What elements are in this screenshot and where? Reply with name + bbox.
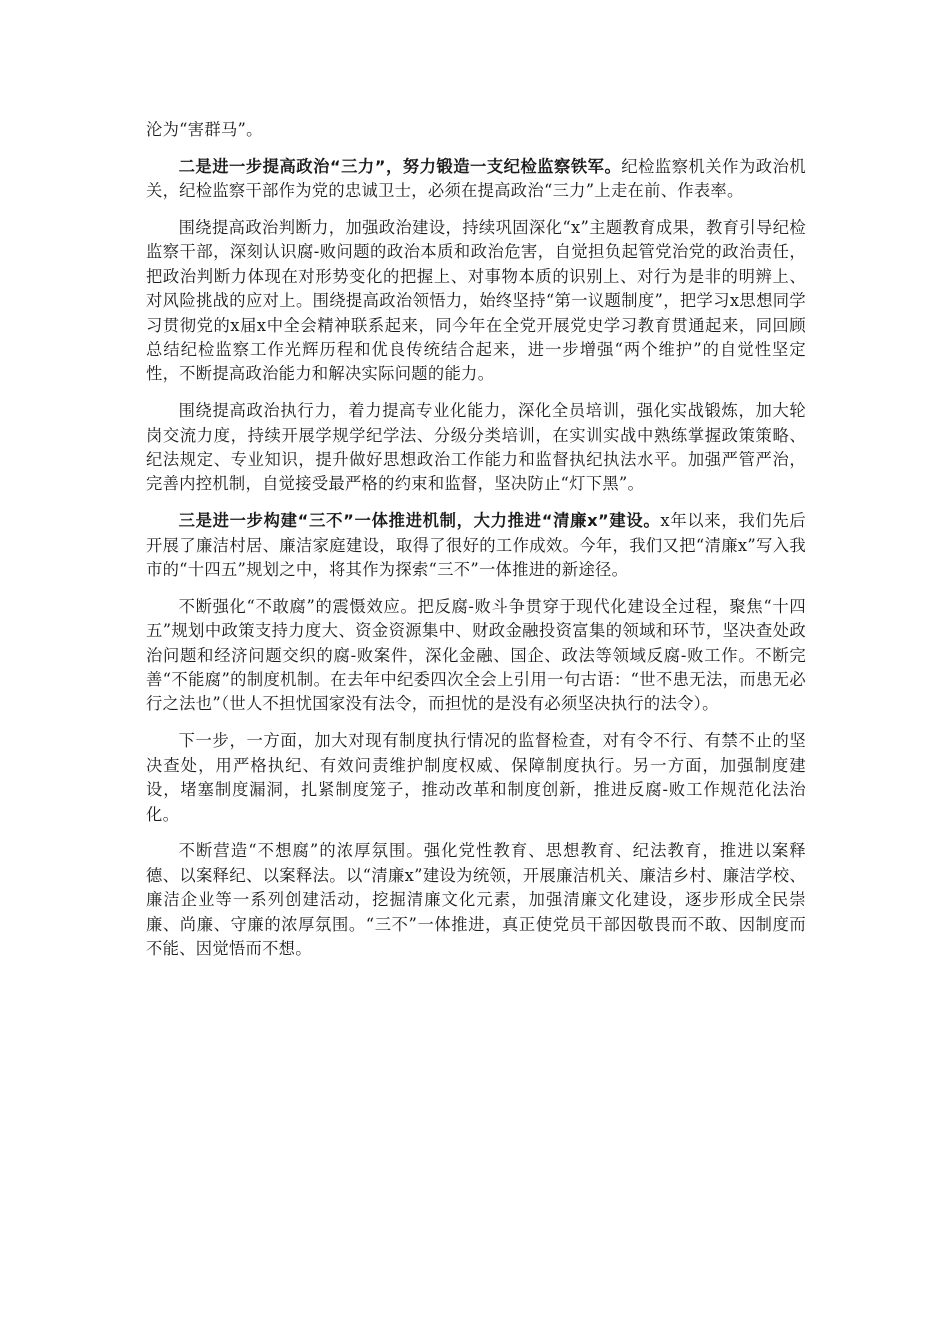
document-body bbox=[146, 118, 806, 974]
paragraph bbox=[146, 839, 806, 961]
paragraph bbox=[146, 155, 806, 204]
paragraph-text: 下一步，一方面，加大对现有制度执行情况的监督检查，对有令不行、有禁不止的坚决查处，用严格执纪、有效问责维护制度权威、保障制度执行。另一方面，加强制度建设，堵塞制度漏洞，扎紧制度笼子，推动改革和制度创新，推进反腐-败工作规范化法治化。 bbox=[146, 731, 806, 824]
paragraph-text: 不断强化“不敢腐”的震慑效应。把反腐-败斗争贯穿于现代化建设全过程，聚焦“十四五”规划中政策支持力度大、资金资源集中、财政金融投资富集的领域和环节，坚决查处政治问题和经济问题交织的腐-败案件，深化金融、国企、政法等领域反腐-败工作。不断完善“不能腐”的制度机制。在去年中纪委四次全会上引用一句古语：“世不患无法，而患无必行之法也”（世人不担忧国家没有法令，而担忧的是没有必须坚决执行的法令）。 bbox=[146, 596, 806, 714]
paragraph bbox=[146, 729, 806, 827]
paragraph-text: 纪检监察机关作为政治机关，纪检监察干部作为党的忠诚卫士，必须在提高政治“三力”上走在前、作表率。 bbox=[146, 156, 806, 201]
paragraph bbox=[146, 216, 806, 387]
paragraph-lead: 三是进一步构建“三不”一体推进机制，大力推进“清廉x”建设。 bbox=[178, 511, 661, 531]
paragraph-text: 沦为“害群马”。 bbox=[146, 120, 263, 139]
paragraph bbox=[146, 399, 806, 497]
paragraph-text: x年以来，我们先后开展了廉洁村居、廉洁家庭建设，取得了很好的工作成效。今年，我们又把“清廉x”写入我市的“十四五”规划之中，将其作为探索“三不”一体推进的新途径。 bbox=[146, 511, 806, 580]
paragraph bbox=[146, 118, 806, 142]
paragraph-text: 围绕提高政治执行力，着力提高专业化能力，深化全员培训，强化实战锻炼，加大轮岗交流力度，持续开展学规学纪学法、分级分类培训，在实训实战中熟练掌握政策策略、纪法规定、专业知识，提升做好思想政治工作能力和监督执纪执法水平。加强严管严治，完善内控机制，自觉接受最严格的约束和监督，坚决防止“灯下黑”。 bbox=[146, 401, 806, 494]
paragraph bbox=[146, 595, 806, 717]
paragraph bbox=[146, 509, 806, 582]
paragraph-text: 不断营造“不想腐”的浓厚氛围。强化党性教育、思想教育、纪法教育，推进以案释德、以案释纪、以案释法。以“清廉x”建设为统领，开展廉洁机关、廉洁乡村、廉洁学校、廉洁企业等一系列创建活动，挖掘清廉文化元素，加强清廉文化建设，逐步形成全民崇廉、尚廉、守廉的浓厚氛围。“三不”一体推进，真正使党员干部因敬畏而不敢、因制度而不能、因觉悟而不想。 bbox=[146, 841, 806, 958]
paragraph-lead: 二是进一步提高政治“三力”，努力锻造一支纪检监察铁军。 bbox=[178, 156, 622, 176]
paragraph-text: 围绕提高政治判断力，加强政治建设，持续巩固深化“x”主题教育成果，教育引导纪检监察干部，深刻认识腐-败问题的政治本质和政治危害，自觉担负起管党治党的政治责任，把政治判断力体现在对形势变化的把握上、对事物本质的识别上、对行为是非的明辨上、对风险挑战的应对上。围绕提高政治领悟力，始终坚持“第一议题制度”，把学习x思想同学习贯彻党的x届x中全会精神联系起来，同今年在全党开展党史学习教育贯通起来，同回顾总结纪检监察工作光辉历程和优良传统结合起来，进一步增强“两个维护”的自觉性坚定性，不断提高政治能力和解决实际问题的能力。 bbox=[146, 218, 806, 384]
